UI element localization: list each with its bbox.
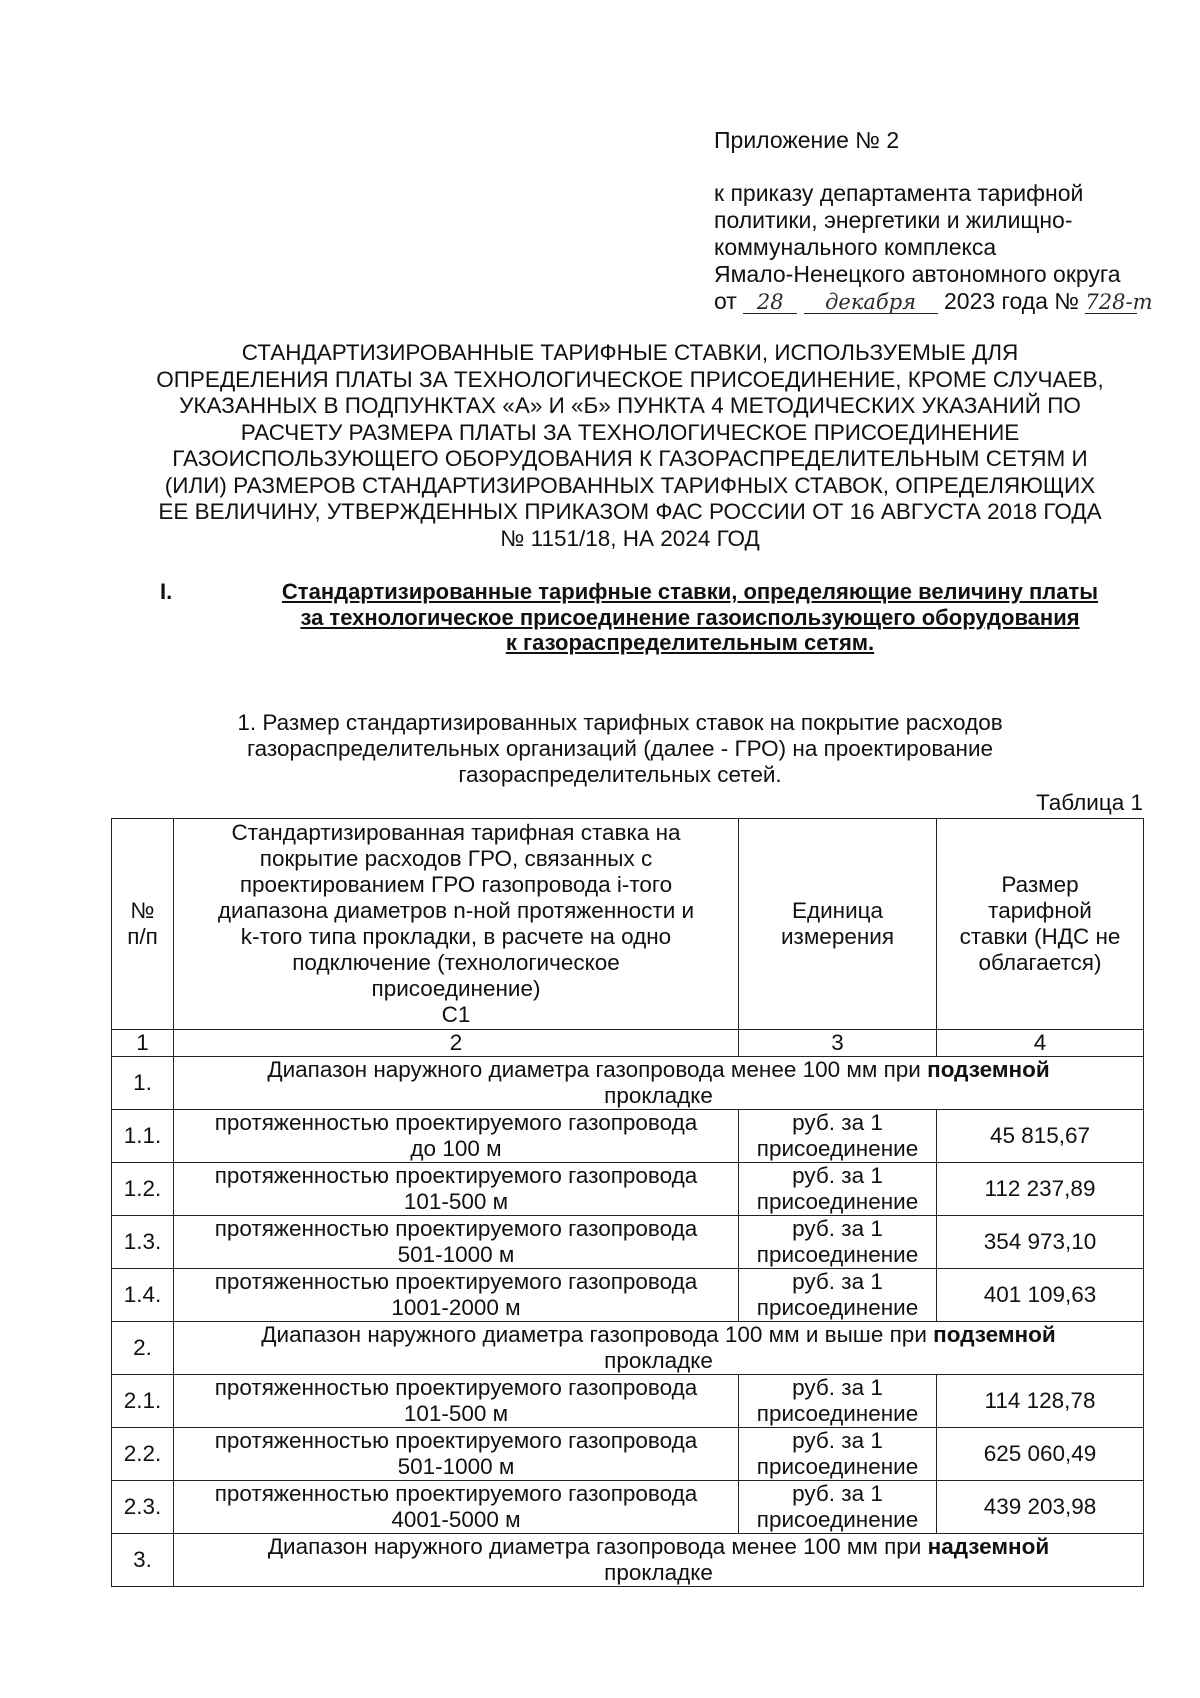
group-title-prefix: Диапазон наружного диаметра газопровода 100 мм и выше при (261, 1322, 927, 1347)
row-description (174, 1375, 739, 1428)
section-title-line: Стандартизированные тарифные ставки, определяющие величину платы (281, 579, 1099, 604)
table-row (112, 1269, 1144, 1322)
document-title-line: РАСЧЕТУ РАЗМЕРА ПЛАТЫ ЗА ТЕХНОЛОГИЧЕСКОЕ ПРИСОЕДИНЕНИЕ (240, 419, 1020, 445)
group-title (174, 1322, 1144, 1375)
table-header-row (112, 819, 1144, 1030)
group-title-suffix: прокладке (604, 1560, 713, 1585)
group-title-emphasis: подземной (933, 1322, 1056, 1347)
group-title-suffix: прокладке (604, 1083, 713, 1108)
header-text: облагается) (978, 950, 1102, 975)
group-title-suffix: прокладке (604, 1348, 713, 1373)
document-title-line: ЕЕ ВЕЛИЧИНУ, УТВЕРЖДЕННЫХ ПРИКАЗОМ ФАС РОССИИ ОТ 16 АВГУСТА 2018 ГОДА (158, 499, 1102, 524)
group-title-line (180, 1534, 1137, 1560)
group-title-prefix: Диапазон наружного диаметра газопровода менее 100 мм при (267, 1057, 921, 1082)
header-number (112, 819, 174, 1030)
header-text: диапазона диаметров n-ной протяженности и (217, 898, 695, 923)
header-text: ставки (НДС не (959, 924, 1121, 949)
row-rate: 439 203,98 (937, 1481, 1144, 1534)
header-text: тарифной (988, 898, 1092, 923)
order-reference-line: к приказу департамента тарифной (714, 180, 1084, 206)
header-description (174, 819, 739, 1030)
group-number: 3. (112, 1534, 174, 1587)
section-number: I. (160, 579, 173, 604)
handwritten-order-number: 728-т (1085, 290, 1153, 314)
row-unit (739, 1375, 937, 1428)
row-unit-line: присоединение (756, 1295, 919, 1320)
document-title-line: СТАНДАРТИЗИРОВАННЫЕ ТАРИФНЫЕ СТАВКИ, ИСПОЛЬЗУЕМЫЕ ДЛЯ (241, 340, 1019, 365)
row-rate: 45 815,67 (937, 1110, 1144, 1163)
row-number: 2.2. (112, 1428, 174, 1481)
header-text: Стандартизированная тарифная ставка на (231, 820, 681, 845)
table-caption-line: 1. Размер стандартизированных тарифных ставок на покрытие расходов (237, 710, 1003, 735)
row-unit (739, 1216, 937, 1269)
row-description-line: 101-500 м (403, 1401, 509, 1426)
row-unit-line: присоединение (756, 1136, 919, 1161)
order-reference-line: коммунального комплекса (714, 234, 997, 260)
row-description-line: 4001-5000 м (391, 1507, 521, 1532)
row-unit (739, 1269, 937, 1322)
date-year: 2023 года № (944, 288, 1080, 314)
row-unit-line: присоединение (756, 1507, 919, 1532)
row-unit-line: присоединение (756, 1401, 919, 1426)
row-description-line: протяженностью проектируемого газопровода (214, 1481, 698, 1506)
row-rate: 354 973,10 (937, 1216, 1144, 1269)
row-description-line: 101-500 м (403, 1189, 509, 1214)
group-title-emphasis: подземной (927, 1057, 1050, 1082)
order-reference (714, 180, 1174, 315)
row-description (174, 1216, 739, 1269)
table-row (112, 1481, 1144, 1534)
header-text: подключение (технологическое (292, 950, 620, 975)
row-description-line: протяженностью проектируемого газопровода (214, 1269, 698, 1294)
handwritten-day: 28 (743, 289, 797, 314)
row-description-line: протяженностью проектируемого газопровода (214, 1216, 698, 1241)
rates-table (111, 818, 1144, 1587)
group-title (174, 1534, 1144, 1587)
order-reference-line: политики, энергетики и жилищно- (714, 207, 1073, 233)
row-unit-line: руб. за 1 (792, 1110, 883, 1135)
row-description-line: протяженностью проектируемого газопровода (214, 1375, 698, 1400)
row-unit-line: руб. за 1 (792, 1269, 883, 1294)
group-title-line (180, 1322, 1137, 1348)
row-unit-line: руб. за 1 (792, 1375, 883, 1400)
header-text: проектированием ГРО газопровода i-того (239, 872, 673, 897)
table-caption (180, 710, 1060, 788)
table-group-row (112, 1057, 1144, 1110)
document-title-line: ГАЗОИСПОЛЬЗУЮЩЕГО ОБОРУДОВАНИЯ К ГАЗОРАСПРЕДЕЛИТЕЛЬНЫМ СЕТЯМ И (172, 446, 1088, 471)
row-description (174, 1481, 739, 1534)
group-title (174, 1057, 1144, 1110)
row-rate: 114 128,78 (937, 1375, 1144, 1428)
index-cell: 3 (739, 1030, 937, 1057)
row-rate: 625 060,49 (937, 1428, 1144, 1481)
row-description (174, 1110, 739, 1163)
group-number: 1. (112, 1057, 174, 1110)
appendix-title: Приложение № 2 (714, 127, 900, 153)
header-text: Размер (1001, 872, 1079, 897)
index-cell: 2 (174, 1030, 739, 1057)
section-title-line: за технологическое присоединение газоиспользующего оборудования (300, 604, 1080, 630)
row-unit (739, 1163, 937, 1216)
table-caption-line: газораспределительных сетей. (458, 762, 782, 787)
row-description-line: протяженностью проектируемого газопровода (214, 1110, 698, 1135)
row-description-line: протяженностью проектируемого газопровода (214, 1163, 698, 1188)
table-caption-line: газораспределительных организаций (далее - ГРО) на проектирование (246, 736, 994, 761)
row-description-line: 1001-2000 м (391, 1295, 521, 1320)
row-description-line: 501-1000 м (397, 1242, 515, 1267)
header-text: C1 (441, 1002, 471, 1027)
row-rate: 401 109,63 (937, 1269, 1144, 1322)
row-unit-line: руб. за 1 (792, 1216, 883, 1241)
table-row (112, 1216, 1144, 1269)
table-group-row (112, 1534, 1144, 1587)
header-text: k-того типа прокладки, в расчете на одно (240, 924, 672, 949)
table-row (112, 1375, 1144, 1428)
row-unit-line: присоединение (756, 1189, 919, 1214)
row-number: 1.1. (112, 1110, 174, 1163)
row-unit (739, 1428, 937, 1481)
index-cell: 1 (112, 1030, 174, 1057)
order-reference-line: Ямало-Ненецкого автономного округа (714, 261, 1121, 287)
table-row (112, 1110, 1144, 1163)
row-description-line: до 100 м (410, 1136, 502, 1161)
row-description (174, 1428, 739, 1481)
order-date-line (714, 288, 1174, 315)
group-number: 2. (112, 1322, 174, 1375)
table-index-row (112, 1030, 1144, 1057)
row-description-line: протяженностью проектируемого газопровода (214, 1428, 698, 1453)
section-title-line: к газораспределительным сетям. (505, 630, 875, 655)
rates-table-body (112, 819, 1144, 1587)
row-number: 2.3. (112, 1481, 174, 1534)
row-number: 1.3. (112, 1216, 174, 1269)
document-title-line: № 1151/18, НА 2024 ГОД (500, 525, 760, 551)
header-text: Единица (791, 898, 884, 923)
document-title-line: ОПРЕДЕЛЕНИЯ ПЛАТЫ ЗА ТЕХНОЛОГИЧЕСКОЕ ПРИСОЕДИНЕНИЕ, КРОМЕ СЛУЧАЕВ, (156, 366, 1104, 392)
row-unit-line: руб. за 1 (792, 1163, 883, 1188)
group-title-emphasis: надземной (927, 1534, 1050, 1559)
row-unit-line: руб. за 1 (792, 1481, 883, 1506)
header-rate (937, 819, 1144, 1030)
header-unit (739, 819, 937, 1030)
header-text: покрытие расходов ГРО, связанных с (259, 846, 653, 871)
row-description-line: 501-1000 м (397, 1454, 515, 1479)
row-number: 1.4. (112, 1269, 174, 1322)
table-label: Таблица 1 (1036, 790, 1143, 815)
document-title-line: УКАЗАННЫХ В ПОДПУНКТАХ «А» И «Б» ПУНКТА 4 МЕТОДИЧЕСКИХ УКАЗАНИЙ ПО (179, 393, 1081, 418)
section-title (230, 579, 1150, 656)
row-description (174, 1163, 739, 1216)
date-prefix: от (714, 288, 737, 314)
header-text: № (130, 898, 155, 923)
row-number: 1.2. (112, 1163, 174, 1216)
document-title (110, 340, 1150, 552)
table-group-row (112, 1322, 1144, 1375)
handwritten-month: декабря (804, 289, 938, 314)
table-row (112, 1428, 1144, 1481)
row-unit-line: присоединение (756, 1454, 919, 1479)
group-title-prefix: Диапазон наружного диаметра газопровода менее 100 мм при (267, 1534, 922, 1559)
header-text: присоединение) (371, 976, 541, 1001)
header-text: п/п (127, 924, 158, 949)
group-title-line (180, 1057, 1137, 1083)
row-unit-line: присоединение (756, 1242, 919, 1267)
row-unit (739, 1110, 937, 1163)
row-description (174, 1269, 739, 1322)
row-unit-line: руб. за 1 (792, 1428, 883, 1453)
table-row (112, 1163, 1144, 1216)
row-rate: 112 237,89 (937, 1163, 1144, 1216)
document-title-line: (ИЛИ) РАЗМЕРОВ СТАНДАРТИЗИРОВАННЫХ ТАРИФНЫХ СТАВОК, ОПРЕДЕЛЯЮЩИХ (164, 472, 1096, 498)
row-unit (739, 1481, 937, 1534)
header-text: измерения (780, 924, 895, 949)
row-number: 2.1. (112, 1375, 174, 1428)
index-cell: 4 (937, 1030, 1144, 1057)
